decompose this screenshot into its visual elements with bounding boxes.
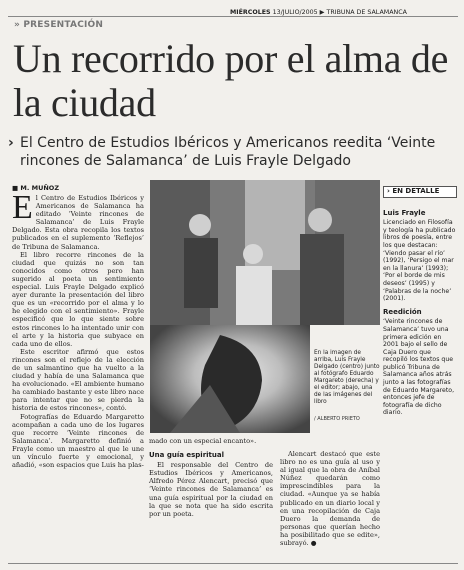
drop-cap: E xyxy=(12,189,33,226)
section-label: » PRESENTACIÓN xyxy=(14,20,104,30)
sculpture-icon xyxy=(150,325,310,433)
column-3: Alencart destacó que este libro no es una guía al uso y al igual que la obra de Aníbal Núñez quedarán como imprescindibles para la ciudad. «Aunque ya se había publicado en un diario local y en una recopilación de Caja Duero la demanda de personas que querían hecho ha posibilitado que se edite», subrayó. ● xyxy=(280,450,380,548)
headline: Un recorrido por el alma de la ciudad xyxy=(13,36,449,125)
photo-group-portrait xyxy=(150,180,380,325)
photo-credit: / ALBERTO PRIETO xyxy=(314,416,360,422)
detail-sidebar xyxy=(383,186,457,417)
photo-group-icon xyxy=(150,180,380,325)
subhead: › El Centro de Estudios Ibéricos y Americanos reedita ‘Veinte rincones de Salamanca’ de Luis Frayle Delgado xyxy=(8,135,436,169)
sidebar-title-author: Luis Frayle xyxy=(383,208,426,217)
sidebar-body-reissue: ‘Veinte rincones de Salamanca’ tuvo una primera edición en 2001 bajo el sello de Caja Duero que recopiló los textos que publicó Tribuna de Salamanca años atrás junto a las fotografías de Eduardo Margareto, entonces jefe de fotografía de dicho diario. xyxy=(383,318,455,417)
column-1: El Centro de Estudios Ibéricos y Americanos de Salamanca ha editado ‘Veinte rincones de Salamanca’ de Luis Frayle Delgado. Esta obra recopila los textos publicados en el suplemento ‘Reflejos’ de Tribuna de Salamanca. El libro recorre rincones de la ciudad que quizás no son tan conocidos como otros pero han sugerido al poeta un sentimiento especial. Luis Frayle Delgado explicó ayer durante la presentación del libro que es un «recorrido por el alma y lo he elegido con el sentimiento». Frayle especificó que lo que siente sobre estos rincones lo ha intentado unir con el arte y la historia que subyace en cada uno de ellos. Este escritor afirmó que estos rincones son el reflejo de la elección de un salmantino que ha vuelto a la ciudad y había de una Salamanca que ha evolucionado. «El ambiente humano ha cambiado bastante y este libro nace para intentar que no se pierda la historia de estos rincones», contó. Fotografías de Eduardo Margaretto acompañan a cada uno de los lugares que recorre ‘Veinte rincones de Salamanca’. Margaretto definió a Frayle como un maestro al que le une un vínculo fuerte y emocional, y añadió, «son espacios que Luis ha plas- xyxy=(12,189,144,470)
photo-sculpture xyxy=(150,325,310,433)
photo-caption: En la imagen de arriba, Luis Frayle Delgado (centro) junto al fotógrafo Eduardo Margareto (derecha) y el editor; abajo, una de las imágenes del libro xyxy=(314,350,380,405)
byline: ■ M. MUÑOZ xyxy=(12,184,60,192)
subsection-title: Una guía espiritual xyxy=(149,451,225,460)
sidebar-title-reissue: Reedición xyxy=(383,307,422,316)
sidebar-header: › EN DETALLE xyxy=(383,186,457,198)
dateline: MIÉRCOLES 13/JULIO/2005 ▶ TRIBUNA DE SALAMANCA xyxy=(230,9,407,16)
top-rule xyxy=(8,16,458,17)
sidebar-body-author: Licenciado en Filosofía y teología ha publicado libros de poesía, entre los que destacan: ‘Viendo pasar el río’ (1992), ‘Persigo el mar en la llanura’ (1993); ‘Por el borde de mis deseos’ (1995) y ‘Palabras de la noche’ (2001). xyxy=(383,219,456,303)
bottom-rule xyxy=(8,563,458,564)
column-2: mado con un especial encanto». Una guía espiritual El responsable del Centro de Estudios Ibéricos y Americanos, Alfredo Pérez Alencart, precisó que ‘Veinte rincones de Salamanca’ es una guía espiritual por la ciudad en la que se nota que ha sido escrita por un poeta. xyxy=(149,437,273,518)
